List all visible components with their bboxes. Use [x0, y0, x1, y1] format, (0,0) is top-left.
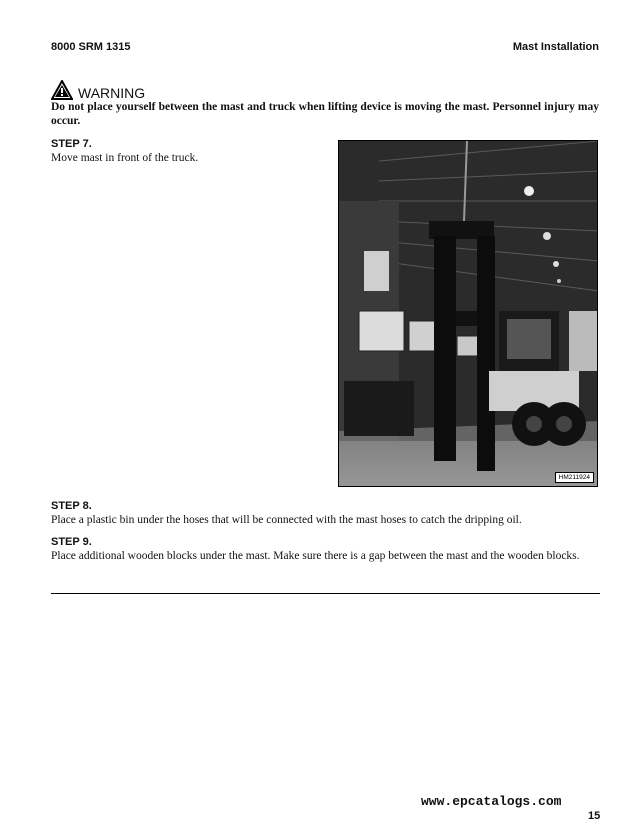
- warning-text: Do not place yourself between the mast and truck when lifting device is moving the mast. Personnel injury may occur.: [51, 101, 599, 127]
- mast-photo: [338, 140, 598, 487]
- step-9-heading: STEP 9.: [51, 536, 92, 548]
- watermark-link[interactable]: www.epcatalogs.com: [421, 794, 562, 809]
- step-7-heading: STEP 7.: [51, 138, 92, 150]
- step-8-text: Place a plastic bin under the hoses that will be connected with the mast hoses to catch the dripping oil.: [51, 514, 522, 526]
- step-8-heading: STEP 8.: [51, 500, 92, 512]
- figure-id: HM211924: [555, 472, 594, 483]
- step-9-text: Place additional wooden blocks under the mast. Make sure there is a gap between the mast and the wooden blocks.: [51, 550, 580, 562]
- section-title: Mast Installation: [512, 41, 599, 53]
- section-divider: [51, 593, 600, 594]
- page-number: 15: [588, 810, 601, 822]
- warning-title: WARNING: [78, 84, 146, 101]
- doc-number: 8000 SRM 1315: [51, 41, 131, 53]
- step-7-text: Move mast in front of the truck.: [51, 152, 199, 164]
